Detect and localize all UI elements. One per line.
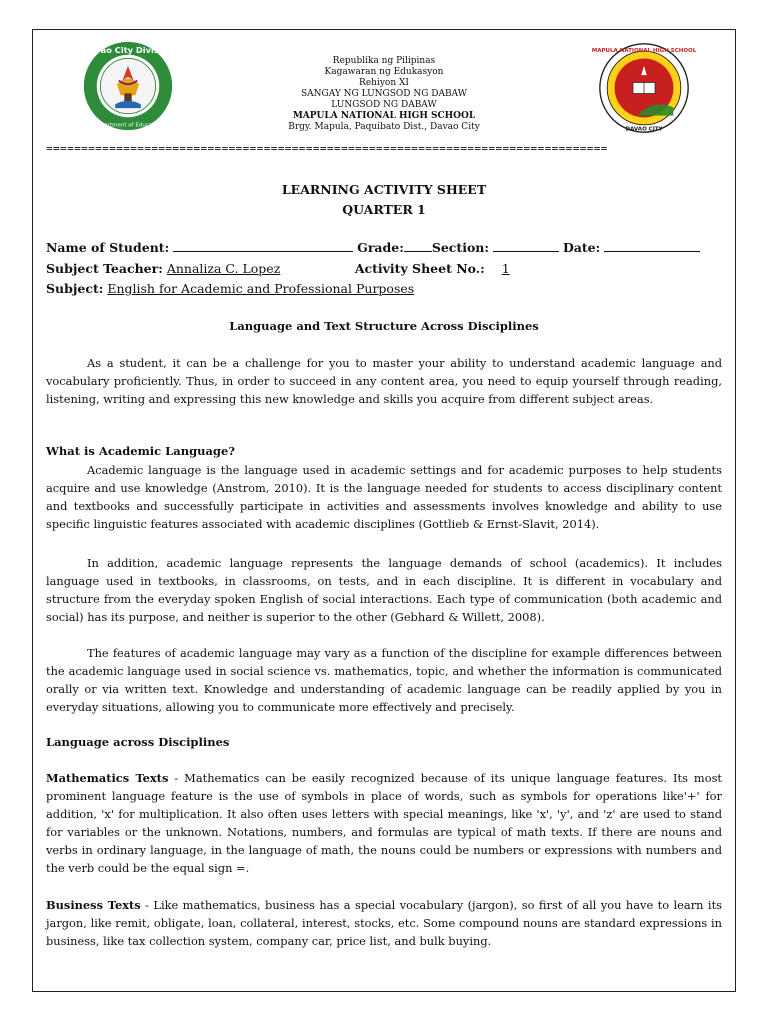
header-line-4: SANGAY NG LUNGSOD NG DABAW xyxy=(301,89,467,99)
teacher-label: Subject Teacher: xyxy=(46,261,163,276)
grade-blank[interactable] xyxy=(404,241,432,252)
quarter-label: QUARTER 1 xyxy=(342,202,426,217)
business-label: Business Texts xyxy=(46,898,141,912)
header-line-1: Republika ng Pilipinas xyxy=(332,56,436,66)
date-blank[interactable] xyxy=(604,241,700,252)
school-address: Brgy. Mapula, Paquibato Dist., Davao City xyxy=(288,122,480,132)
date-label: Date: xyxy=(562,240,601,255)
lesson-title: Language and Text Structure Across Disciplines xyxy=(229,319,539,333)
subject-label: Subject: xyxy=(46,281,104,296)
intro-paragraph: As a student, it can be a challenge for you to master your ability to understand academic language and vocabulary proficiently. Thus, in order to succeed in any content area, you need to equip yourself through reading, listening, writing and expressing this new knowledge and skills you acquire from different subject areas. xyxy=(46,356,722,406)
left-logo-subtext: Department of Education xyxy=(93,122,163,129)
right-logo-text: MAPULA NATIONAL HIGH SCHOOL xyxy=(591,48,697,55)
subject-row xyxy=(46,281,414,296)
name-label: Name of Student: xyxy=(46,240,170,255)
academic-language-paragraph-1: Academic language is the language used in academic settings and for academic purposes to help students acquire and use knowledge (Anstrom, 2010). It is the language needed for students to access disciplinary content and textbooks and successfully participate in activities and assessments involves knowledge and ability to use specific linguistic features associated with academic disciplines (Gottlieb & Ernst-Slavit, 2014). xyxy=(46,463,722,531)
teacher-row xyxy=(46,261,523,276)
activity-label: Activity Sheet No.: xyxy=(354,261,485,276)
section-label: Section: xyxy=(431,240,489,255)
subject-value: English for Academic and Professional Purposes xyxy=(107,281,415,296)
mathematics-text: - Mathematics can be easily recognized because of its unique language features. Its most prominent language feature is the use of symbols in place of words, such as symbols for operations like'+' for addition, 'x' for multiplication. It also often uses letters with special meanings, like 'x', 'y', and 'z' are used to stand for variables or the unknown. Notations, numbers, and formulas are typical of math texts. If there are nouns and verbs in ordinary language, in the language of math, the nouns could be numbers or expressions with numbers and the verb could be the equal sign =. xyxy=(46,771,722,875)
right-logo-subtext: DAVAO CITY xyxy=(625,126,663,133)
academic-language-paragraph-2: In addition, academic language represents the language demands of school (academics). It includes language used in textbooks, in classrooms, on tests, and in each discipline. It is different in vocabulary and structure from the everyday spoken English of social interactions. Each type of communication (both academic and social) has its purpose, and neither is superior to the other (Gebhard & Willett, 2008). xyxy=(46,556,722,624)
activity-number: 1 xyxy=(501,261,510,276)
name-blank[interactable] xyxy=(173,241,353,252)
student-info-row xyxy=(46,240,700,255)
section-heading-disciplines: Language across Disciplines xyxy=(46,735,230,749)
separator-line: ================================================================================ xyxy=(46,142,608,155)
section-blank[interactable] xyxy=(493,241,559,252)
header-line-3: Rehiyon XI xyxy=(359,78,409,88)
business-text: - Like mathematics, business has a special vocabulary (jargon), so first of all you have to learn its jargon, like remit, obligate, loan, collateral, interest, stocks, etc. Some compound nouns are standard expressions in business, like tax collection system, company car, price list, and bulk buying. xyxy=(46,898,722,948)
section-heading-academic-language: What is Academic Language? xyxy=(46,444,236,458)
header-line-2: Kagawaran ng Edukasyon xyxy=(324,67,444,77)
left-logo-text: Davao City Division xyxy=(82,44,174,55)
teacher-value: Annaliza C. Lopez xyxy=(166,261,281,276)
academic-language-paragraph-3: The features of academic language may vary as a function of the discipline for example differences between the academic language used in social science vs. mathematics, topic, and whether the information is communicated orally or via written text. Knowledge and understanding of academic language can be readily applied by you in everyday situations, allowing you to communicate more effectively and precisely. xyxy=(46,646,722,714)
mathematics-label: Mathematics Texts xyxy=(46,771,169,785)
school-name: MAPULA NATIONAL HIGH SCHOOL xyxy=(292,111,476,121)
mathematics-paragraph xyxy=(46,769,722,877)
grade-label: Grade: xyxy=(357,240,404,255)
business-paragraph xyxy=(46,896,722,950)
header-line-5: LUNGSOD NG DABAW xyxy=(331,100,437,110)
page-title: LEARNING ACTIVITY SHEET xyxy=(281,182,487,197)
